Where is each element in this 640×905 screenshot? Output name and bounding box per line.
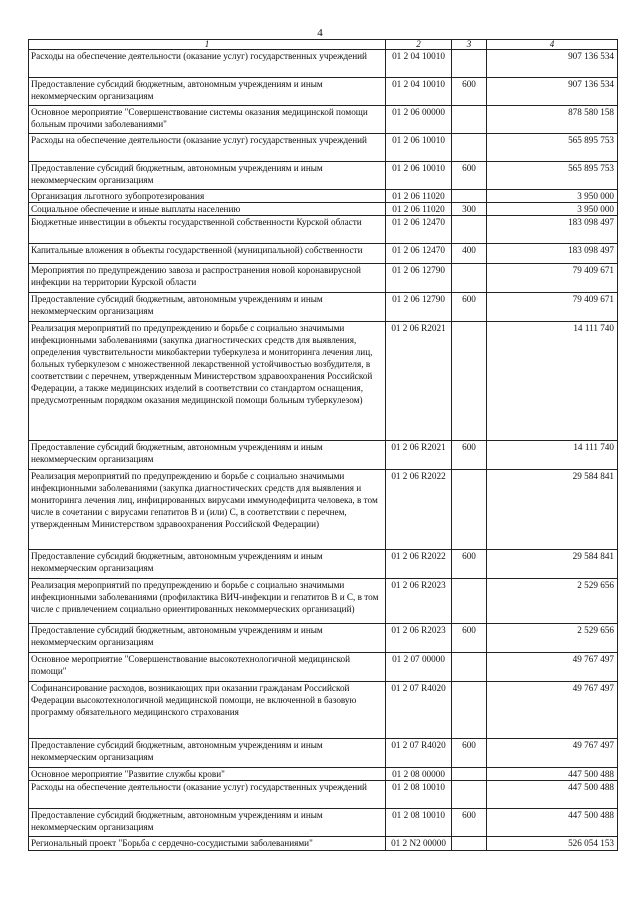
table-row <box>29 244 618 264</box>
cell-code: 01 2 08 00000 <box>386 768 452 781</box>
cell-type <box>452 264 487 293</box>
cell-name: Капитальные вложения в объекты государственной (муниципальной) собственности <box>29 244 386 264</box>
cell-type <box>452 470 487 550</box>
cell-name: Основное мероприятие "Совершенствование системы оказания медицинской помощи больным прочими заболеваниями" <box>29 106 386 134</box>
cell-code: 01 2 06 11020 <box>386 190 452 203</box>
cell-sum: 49 767 497 <box>487 682 618 739</box>
cell-sum: 2 529 656 <box>487 579 618 624</box>
cell-sum: 3 950 000 <box>487 203 618 216</box>
cell-code: 01 2 N2 00000 <box>386 837 452 851</box>
cell-sum: 447 500 488 <box>487 768 618 781</box>
cell-sum: 2 529 656 <box>487 624 618 653</box>
cell-type <box>452 190 487 203</box>
cell-sum: 183 098 497 <box>487 216 618 244</box>
cell-sum: 79 409 671 <box>487 293 618 322</box>
header-cell-sum: 4 <box>487 40 618 50</box>
cell-type: 600 <box>452 78 487 106</box>
cell-name: Расходы на обеспечение деятельности (оказание услуг) государственных учреждений <box>29 134 386 162</box>
cell-type: 600 <box>452 739 487 768</box>
table-row <box>29 106 618 134</box>
cell-sum: 565 895 753 <box>487 162 618 190</box>
cell-type: 600 <box>452 624 487 653</box>
cell-sum: 79 409 671 <box>487 264 618 293</box>
table-row <box>29 837 618 851</box>
cell-name: Реализация мероприятий по предупреждению и борьбе с социально значимыми инфекционными заболеваниями (закупка диагностических средств для выявления и мониторинга лечения лиц, инфицированных вирусами иммунодефицита человека, в том числе в сочетании с вирусами гепатитов В и (или) С, в соответствии с перечнем, утвержденным Министерством здравоохранения Российской Федерации) <box>29 470 386 550</box>
cell-code: 01 2 06 R2021 <box>386 441 452 470</box>
cell-code: 01 2 06 10010 <box>386 162 452 190</box>
cell-code: 01 2 06 R2023 <box>386 579 452 624</box>
cell-type: 400 <box>452 244 487 264</box>
table-row <box>29 190 618 203</box>
cell-type <box>452 134 487 162</box>
cell-code: 01 2 08 10010 <box>386 809 452 837</box>
cell-type <box>452 682 487 739</box>
table-row <box>29 162 618 190</box>
table-row <box>29 216 618 244</box>
budget-table <box>28 39 618 851</box>
cell-name: Реализация мероприятий по предупреждению и борьбе с социально значимыми инфекционными заболеваниями (закупка диагностических средств для выявления, определения чувствительности микобактерии туберкулеза и мониторинга лечения лиц, больных туберкулезом с множественной лекарственной устойчивостью возбудителя, в соответствии с перечнем, утвержденным Министерством здравоохранения Российской Федерации, а также медицинских изделий в соответствии со стандартом оснащения, предусмотренным порядком оказания медицинской помощи больным туберкулезом) <box>29 322 386 441</box>
cell-name: Организация льготного зубопротезирования <box>29 190 386 203</box>
cell-name: Предоставление субсидий бюджетным, автономным учреждениям и иным некоммерческим организациям <box>29 739 386 768</box>
cell-code: 01 2 06 R2022 <box>386 470 452 550</box>
cell-name: Социальное обеспечение и иные выплаты населению <box>29 203 386 216</box>
cell-name: Предоставление субсидий бюджетным, автономным учреждениям и иным некоммерческим организациям <box>29 809 386 837</box>
table-row <box>29 441 618 470</box>
page-number: 4 <box>317 27 323 39</box>
cell-type <box>452 579 487 624</box>
budget-table-body <box>29 40 618 851</box>
cell-sum: 3 950 000 <box>487 190 618 203</box>
cell-name: Расходы на обеспечение деятельности (оказание услуг) государственных учреждений <box>29 781 386 809</box>
table-row <box>29 550 618 579</box>
cell-code: 01 2 06 10010 <box>386 134 452 162</box>
table-row <box>29 781 618 809</box>
cell-type <box>452 322 487 441</box>
cell-name: Основное мероприятие "Развитие службы крови" <box>29 768 386 781</box>
cell-name: Предоставление субсидий бюджетным, автономным учреждениям и иным некоммерческим организациям <box>29 293 386 322</box>
cell-code: 01 2 07 00000 <box>386 653 452 682</box>
header-cell-code: 2 <box>386 40 452 50</box>
cell-name: Основное мероприятие "Совершенствование высокотехнологичной медицинской помощи" <box>29 653 386 682</box>
cell-sum: 14 111 740 <box>487 322 618 441</box>
cell-code: 01 2 06 R2022 <box>386 550 452 579</box>
cell-type <box>452 216 487 244</box>
table-row <box>29 264 618 293</box>
cell-type: 600 <box>452 162 487 190</box>
cell-code: 01 2 06 12790 <box>386 293 452 322</box>
cell-code: 01 2 06 00000 <box>386 106 452 134</box>
cell-type <box>452 768 487 781</box>
cell-code: 01 2 06 R2021 <box>386 322 452 441</box>
cell-code: 01 2 04 10010 <box>386 50 452 78</box>
table-row <box>29 78 618 106</box>
header-row <box>29 40 618 50</box>
table-row <box>29 768 618 781</box>
cell-type: 600 <box>452 293 487 322</box>
table-row <box>29 624 618 653</box>
cell-sum: 878 580 158 <box>487 106 618 134</box>
table-row <box>29 682 618 739</box>
cell-code: 01 2 06 11020 <box>386 203 452 216</box>
cell-name: Региональный проект "Борьба с сердечно-сосудистыми заболеваниями" <box>29 837 386 851</box>
table-row <box>29 470 618 550</box>
cell-code: 01 2 08 10010 <box>386 781 452 809</box>
cell-sum: 447 500 488 <box>487 781 618 809</box>
cell-code: 01 2 04 10010 <box>386 78 452 106</box>
cell-name: Софинансирование расходов, возникающих при оказании гражданам Российской Федерации высокотехнологичной медицинской помощи, не включенной в базовую программу обязательного медицинского страхования <box>29 682 386 739</box>
cell-code: 01 2 06 12790 <box>386 264 452 293</box>
cell-type: 600 <box>452 441 487 470</box>
cell-name: Предоставление субсидий бюджетным, автономным учреждениям и иным некоммерческим организациям <box>29 624 386 653</box>
table-row <box>29 809 618 837</box>
cell-type: 300 <box>452 203 487 216</box>
cell-type <box>452 653 487 682</box>
table-row <box>29 203 618 216</box>
cell-name: Предоставление субсидий бюджетным, автономным учреждениям и иным некоммерческим организациям <box>29 78 386 106</box>
cell-name: Расходы на обеспечение деятельности (оказание услуг) государственных учреждений <box>29 50 386 78</box>
cell-code: 01 2 07 R4020 <box>386 739 452 768</box>
cell-name: Предоставление субсидий бюджетным, автономным учреждениям и иным некоммерческим организациям <box>29 441 386 470</box>
table-row <box>29 293 618 322</box>
cell-name: Предоставление субсидий бюджетным, автономным учреждениям и иным некоммерческим организациям <box>29 550 386 579</box>
table-row <box>29 50 618 78</box>
cell-sum: 565 895 753 <box>487 134 618 162</box>
header-cell-name: 1 <box>29 40 386 50</box>
cell-sum: 907 136 534 <box>487 78 618 106</box>
cell-code: 01 2 07 R4020 <box>386 682 452 739</box>
cell-sum: 49 767 497 <box>487 739 618 768</box>
cell-type: 600 <box>452 809 487 837</box>
table-row <box>29 579 618 624</box>
cell-type <box>452 106 487 134</box>
cell-sum: 49 767 497 <box>487 653 618 682</box>
cell-sum: 526 054 153 <box>487 837 618 851</box>
cell-code: 01 2 06 12470 <box>386 244 452 264</box>
cell-sum: 447 500 488 <box>487 809 618 837</box>
cell-type: 600 <box>452 550 487 579</box>
cell-sum: 29 584 841 <box>487 470 618 550</box>
cell-sum: 14 111 740 <box>487 441 618 470</box>
cell-type <box>452 50 487 78</box>
table-row <box>29 322 618 441</box>
cell-sum: 907 136 534 <box>487 50 618 78</box>
cell-name: Бюджетные инвестиции в объекты государственной собственности Курской области <box>29 216 386 244</box>
cell-type <box>452 837 487 851</box>
cell-type <box>452 781 487 809</box>
header-cell-type: 3 <box>452 40 487 50</box>
cell-code: 01 2 06 R2023 <box>386 624 452 653</box>
cell-code: 01 2 06 12470 <box>386 216 452 244</box>
cell-sum: 29 584 841 <box>487 550 618 579</box>
table-row <box>29 653 618 682</box>
cell-name: Мероприятия по предупреждению завоза и распространения новой коронавирусной инфекции на территории Курской области <box>29 264 386 293</box>
cell-name: Реализация мероприятий по предупреждению и борьбе с социально значимыми инфекционными заболеваниями (профилактика ВИЧ-инфекции и гепатитов В и С, в том числе с привлечением социально ориентированных некоммерческих организаций) <box>29 579 386 624</box>
cell-name: Предоставление субсидий бюджетным, автономным учреждениям и иным некоммерческим организациям <box>29 162 386 190</box>
table-row <box>29 134 618 162</box>
table-row <box>29 739 618 768</box>
cell-sum: 183 098 497 <box>487 244 618 264</box>
